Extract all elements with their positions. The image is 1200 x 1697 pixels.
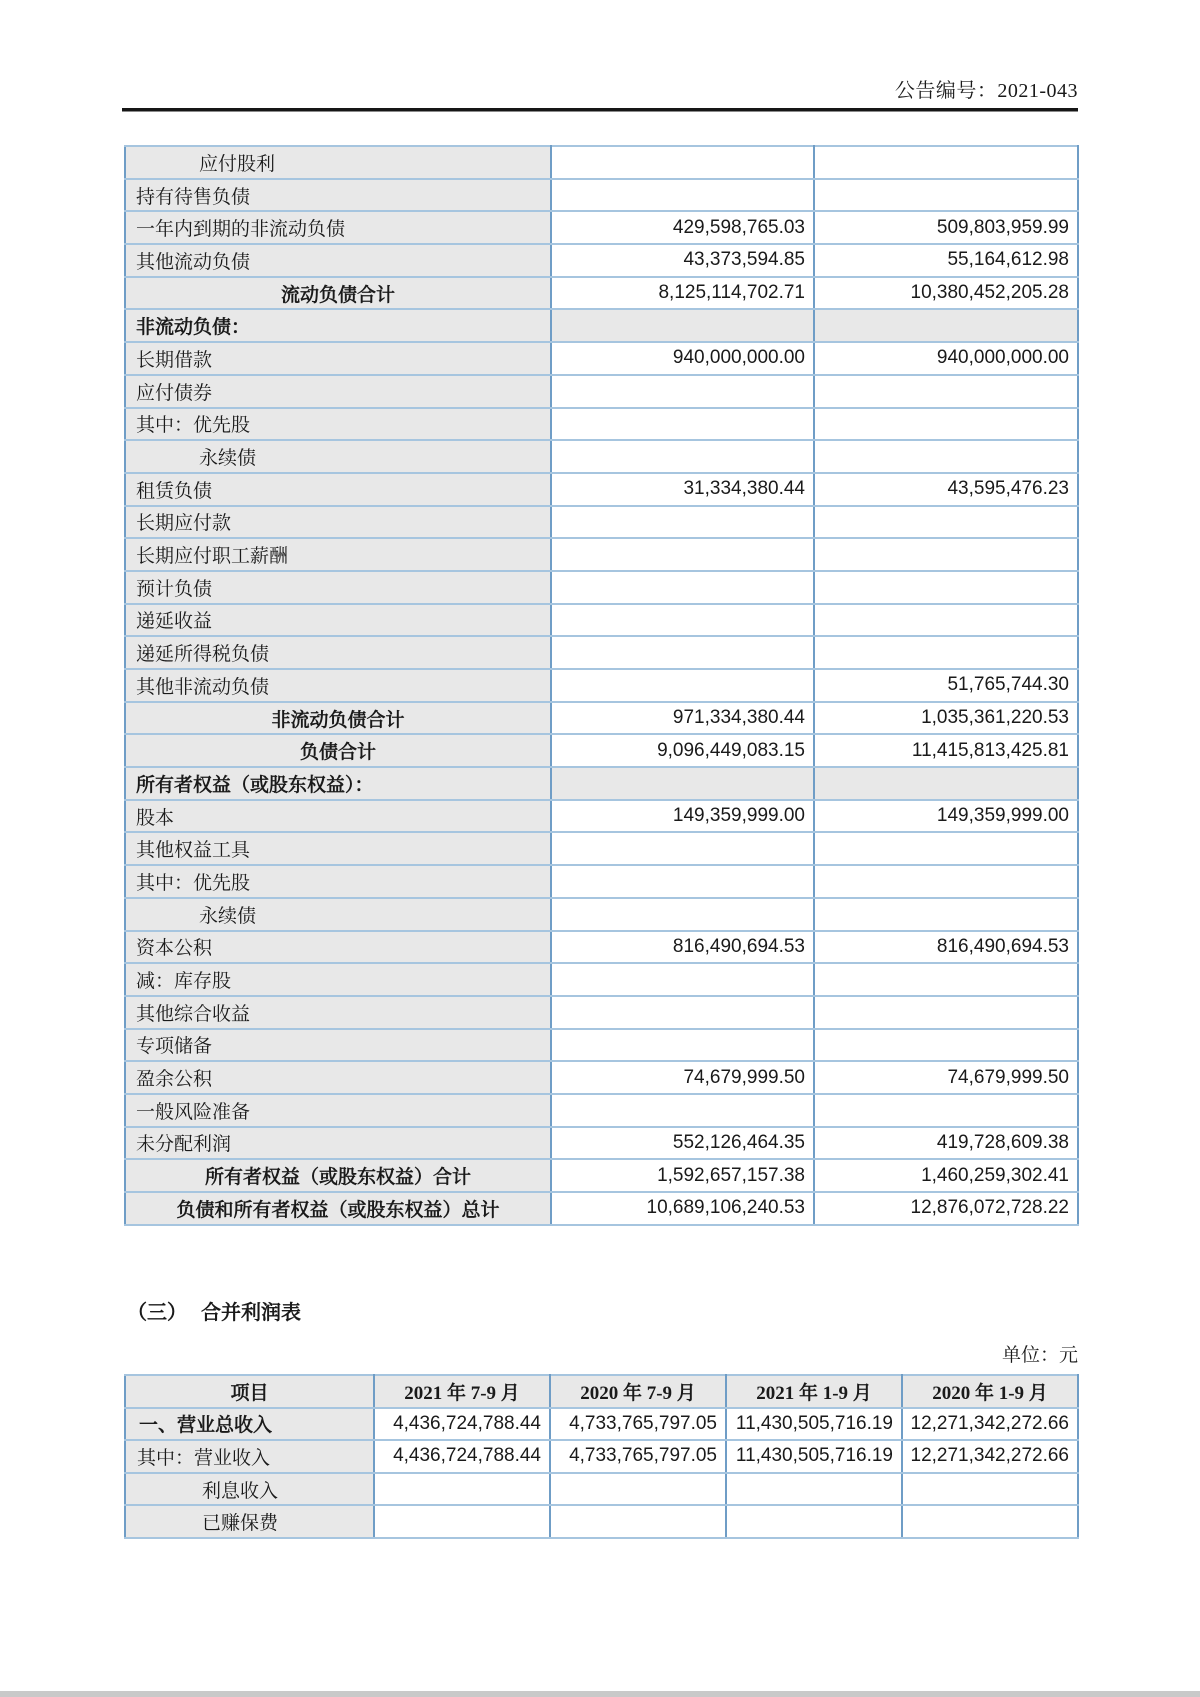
row-value-current: 43,373,594.85: [551, 244, 814, 277]
table-row: [125, 1127, 1078, 1160]
row-value-prior: 43,595,476.23: [814, 473, 1078, 506]
row-value-prior: [814, 506, 1078, 539]
row-label: 递延收益: [125, 604, 551, 637]
row-value-current: [551, 996, 814, 1029]
row-value-current: 10,689,106,240.53: [551, 1192, 814, 1225]
column-header-period: 2020 年 7-9 月: [550, 1375, 726, 1408]
row-value-current: [551, 898, 814, 931]
table-row: [125, 1440, 1078, 1473]
table-row: [125, 702, 1078, 735]
row-value-prior: 1,035,361,220.53: [814, 702, 1078, 735]
row-value-current: [551, 767, 814, 800]
row-label: 其他综合收益: [125, 996, 551, 1029]
table-row: [125, 179, 1078, 212]
table-row: [125, 146, 1078, 179]
row-label: 资本公积: [125, 931, 551, 964]
row-label: 递延所得税负债: [125, 636, 551, 669]
row-value-current: [551, 832, 814, 865]
row-value: 4,733,765,797.05: [550, 1440, 726, 1473]
row-value: 4,436,724,788.44: [374, 1440, 550, 1473]
row-value-prior: 940,000,000.00: [814, 342, 1078, 375]
row-value-prior: [814, 832, 1078, 865]
row-value-current: [551, 506, 814, 539]
row-value-current: [551, 604, 814, 637]
row-value-current: 149,359,999.00: [551, 800, 814, 833]
table-row: [125, 669, 1078, 702]
row-value-prior: 55,164,612.98: [814, 244, 1078, 277]
income-statement-table: [124, 1374, 1079, 1539]
table-row: [125, 571, 1078, 604]
row-value-prior: [814, 538, 1078, 571]
row-label: 应付债券: [125, 375, 551, 408]
row-value: [374, 1505, 550, 1538]
row-label: 专项储备: [125, 1029, 551, 1062]
row-label: 持有待售负债: [125, 179, 551, 212]
row-value-current: 9,096,449,083.15: [551, 734, 814, 767]
row-value-prior: 1,460,259,302.41: [814, 1159, 1078, 1192]
table-row: [125, 1061, 1078, 1094]
column-header-period: 2021 年 1-9 月: [726, 1375, 902, 1408]
row-value-current: [551, 865, 814, 898]
row-label: 所有者权益（或股东权益）：: [125, 767, 551, 800]
row-value-current: 940,000,000.00: [551, 342, 814, 375]
row-value-current: [551, 309, 814, 342]
row-value-prior: 816,490,694.53: [814, 931, 1078, 964]
row-value: [374, 1473, 550, 1506]
table-row: [125, 408, 1078, 441]
row-label: 一、营业总收入: [125, 1408, 374, 1441]
row-value-current: [551, 669, 814, 702]
table-row: [125, 375, 1078, 408]
row-value-prior: [814, 963, 1078, 996]
row-value-current: [551, 1029, 814, 1062]
income-table-header-row: [125, 1375, 1078, 1408]
row-label: 其他流动负债: [125, 244, 551, 277]
table-row: [125, 1094, 1078, 1127]
table-row: [125, 865, 1078, 898]
row-label: 负债和所有者权益（或股东权益）总计: [125, 1192, 551, 1225]
table-row: [125, 244, 1078, 277]
row-label: 一般风险准备: [125, 1094, 551, 1127]
row-value-current: [551, 375, 814, 408]
section-title: 合并利润表: [201, 1302, 301, 1324]
table-row: [125, 767, 1078, 800]
row-label: 应付股利: [125, 146, 551, 179]
row-value-prior: [814, 408, 1078, 441]
row-value-prior: 11,415,813,425.81: [814, 734, 1078, 767]
row-value: [902, 1473, 1078, 1506]
announcement-number: 公告编号：2021-043: [894, 80, 1078, 102]
row-value-prior: [814, 571, 1078, 604]
row-value-prior: [814, 604, 1078, 637]
table-row: [125, 832, 1078, 865]
table-row: [125, 1473, 1078, 1506]
table-row: [125, 309, 1078, 342]
table-row: [125, 473, 1078, 506]
row-value-prior: [814, 179, 1078, 212]
table-row: [125, 1192, 1078, 1225]
table-row: [125, 1159, 1078, 1192]
row-label: 其他非流动负债: [125, 669, 551, 702]
unit-label: 单位：元: [1001, 1345, 1078, 1366]
table-row: [125, 636, 1078, 669]
column-header-period: 2021 年 7-9 月: [374, 1375, 550, 1408]
row-value: [550, 1473, 726, 1506]
table-row: [125, 506, 1078, 539]
row-value-current: [551, 636, 814, 669]
table-row: [125, 440, 1078, 473]
column-header-period: 2020 年 1-9 月: [902, 1375, 1078, 1408]
row-label: 已赚保费: [125, 1505, 374, 1538]
row-label: 其中：营业收入: [125, 1440, 374, 1473]
row-label: 其他权益工具: [125, 832, 551, 865]
section-marker: （三）: [127, 1302, 187, 1324]
table-row: [125, 1029, 1078, 1062]
row-label: 利息收入: [125, 1473, 374, 1506]
table-row: [125, 931, 1078, 964]
row-value-current: [551, 538, 814, 571]
table-row: [125, 1505, 1078, 1538]
row-label: 一年内到期的非流动负债: [125, 211, 551, 244]
row-label: 长期借款: [125, 342, 551, 375]
row-value-prior: [814, 636, 1078, 669]
table-row: [125, 538, 1078, 571]
table-row: [125, 963, 1078, 996]
row-value-prior: 509,803,959.99: [814, 211, 1078, 244]
row-value-current: [551, 408, 814, 441]
row-value-current: 74,679,999.50: [551, 1061, 814, 1094]
row-value-current: [551, 179, 814, 212]
row-label: 长期应付款: [125, 506, 551, 539]
row-value: 4,733,765,797.05: [550, 1408, 726, 1441]
row-value: [902, 1505, 1078, 1538]
row-label: 流动负债合计: [125, 277, 551, 310]
row-label: 减：库存股: [125, 963, 551, 996]
row-label: 长期应付职工薪酬: [125, 538, 551, 571]
row-value: [726, 1505, 902, 1538]
row-value: 11,430,505,716.19: [726, 1440, 902, 1473]
row-value-prior: 149,359,999.00: [814, 800, 1078, 833]
row-value-prior: [814, 440, 1078, 473]
row-value-prior: [814, 996, 1078, 1029]
page-bottom-edge: [0, 1691, 1200, 1697]
row-value-current: 8,125,114,702.71: [551, 277, 814, 310]
row-value-prior: 12,876,072,728.22: [814, 1192, 1078, 1225]
row-value: 11,430,505,716.19: [726, 1408, 902, 1441]
table-row: [125, 211, 1078, 244]
table-row: [125, 604, 1078, 637]
row-value-prior: [814, 309, 1078, 342]
row-label: 负债合计: [125, 734, 551, 767]
row-value-prior: [814, 898, 1078, 931]
row-value-current: [551, 963, 814, 996]
row-value-current: 552,126,464.35: [551, 1127, 814, 1160]
row-label: 预计负债: [125, 571, 551, 604]
row-value-current: 429,598,765.03: [551, 211, 814, 244]
row-value-current: 971,334,380.44: [551, 702, 814, 735]
row-value-prior: [814, 375, 1078, 408]
row-label: 股本: [125, 800, 551, 833]
row-label: 租赁负债: [125, 473, 551, 506]
row-value-prior: 51,765,744.30: [814, 669, 1078, 702]
row-value: 12,271,342,272.66: [902, 1408, 1078, 1441]
row-value-prior: [814, 1029, 1078, 1062]
table-row: [125, 1408, 1078, 1441]
row-label: 其中：优先股: [125, 408, 551, 441]
header-divider: [122, 108, 1078, 112]
section-heading: [127, 1296, 301, 1325]
row-label: 非流动负债：: [125, 309, 551, 342]
row-value-current: [551, 146, 814, 179]
row-value: [726, 1473, 902, 1506]
row-value-prior: 10,380,452,205.28: [814, 277, 1078, 310]
row-value-current: 1,592,657,157.38: [551, 1159, 814, 1192]
row-value-prior: 419,728,609.38: [814, 1127, 1078, 1160]
table-row: [125, 996, 1078, 1029]
row-label: 未分配利润: [125, 1127, 551, 1160]
row-label: 盈余公积: [125, 1061, 551, 1094]
row-value-prior: [814, 146, 1078, 179]
row-value-current: [551, 1094, 814, 1127]
row-value-prior: 74,679,999.50: [814, 1061, 1078, 1094]
row-label: 其中：优先股: [125, 865, 551, 898]
row-value: 12,271,342,272.66: [902, 1440, 1078, 1473]
row-value-prior: [814, 767, 1078, 800]
row-value-current: [551, 571, 814, 604]
table-row: [125, 277, 1078, 310]
row-value: 4,436,724,788.44: [374, 1408, 550, 1441]
table-row: [125, 734, 1078, 767]
row-value: [550, 1505, 726, 1538]
balance-sheet-table: [124, 145, 1079, 1226]
row-label: 非流动负债合计: [125, 702, 551, 735]
row-value-prior: [814, 1094, 1078, 1127]
row-value-current: 31,334,380.44: [551, 473, 814, 506]
row-value-current: 816,490,694.53: [551, 931, 814, 964]
row-label: 所有者权益（或股东权益）合计: [125, 1159, 551, 1192]
row-label: 永续债: [125, 440, 551, 473]
table-row: [125, 898, 1078, 931]
row-value-current: [551, 440, 814, 473]
table-row: [125, 800, 1078, 833]
table-row: [125, 342, 1078, 375]
row-label: 永续债: [125, 898, 551, 931]
column-header-item: 项目: [125, 1375, 374, 1408]
row-value-prior: [814, 865, 1078, 898]
